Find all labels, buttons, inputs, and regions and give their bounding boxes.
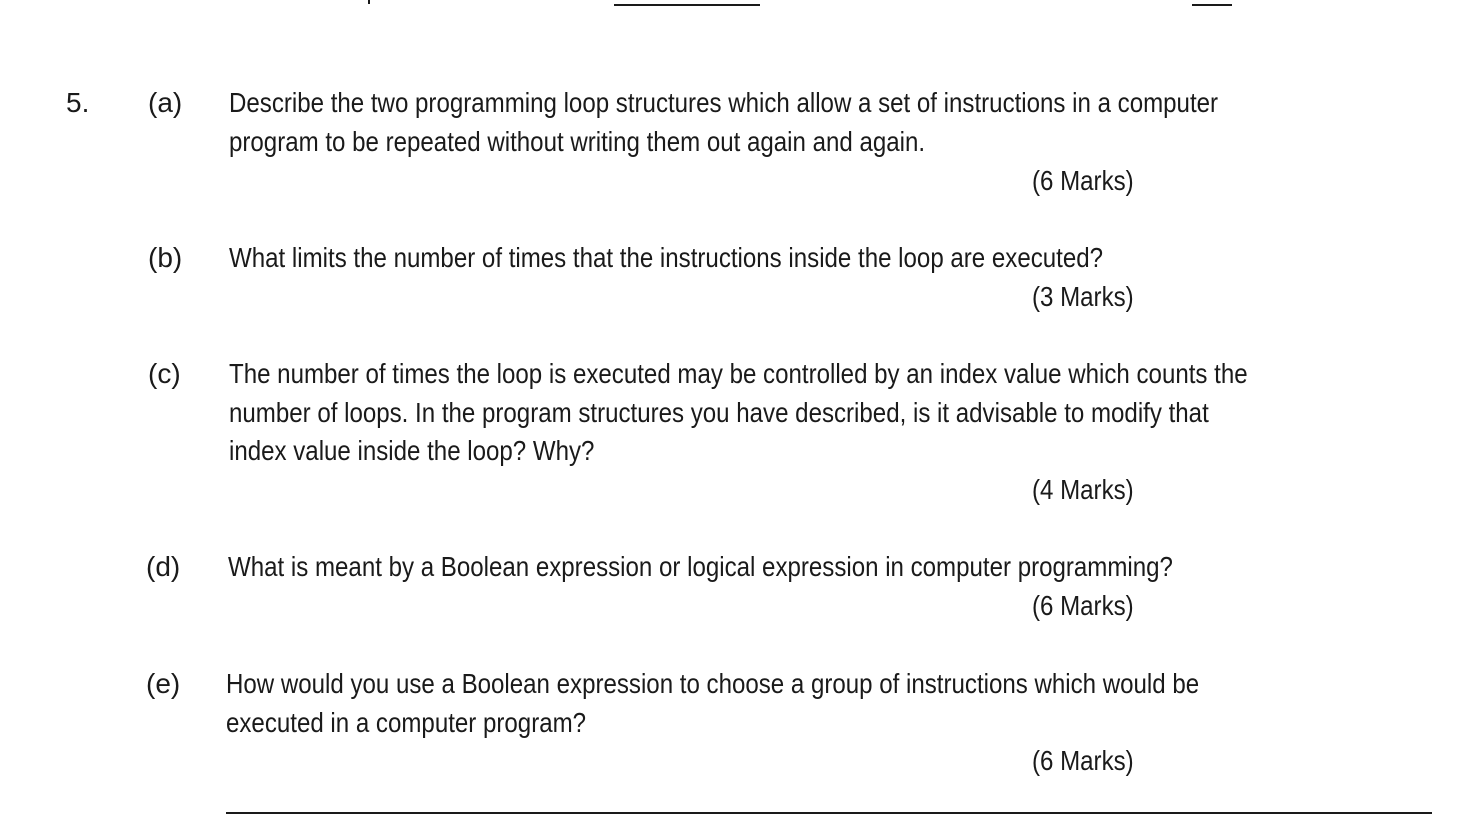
marks-b: (3 Marks) — [1032, 281, 1134, 312]
part-label-a: (a) — [148, 87, 183, 118]
bottom-rule-line — [226, 812, 1432, 814]
part-text-d: What is meant by a Boolean expression or logical expression in computer programming? — [228, 551, 1173, 582]
marks-a: (6 Marks) — [1032, 165, 1134, 196]
top-rule-line-right — [1192, 4, 1232, 6]
part-label-b: (b) — [148, 242, 183, 273]
part-text-e: How would you use a Boolean expression to choose a group of instructions which would be executed in a computer program? — [226, 668, 1200, 738]
top-rule-line-left — [614, 4, 760, 6]
part-text-a: Describe the two programming loop structures which allow a set of instructions in a computer program to be repeated without writing them out again and again. — [229, 87, 1219, 157]
marks-d: (6 Marks) — [1032, 590, 1134, 621]
part-label-d: (d) — [146, 551, 181, 582]
part-text-b: What limits the number of times that the instructions inside the loop are executed? — [229, 242, 1104, 273]
marks-e: (6 Marks) — [1032, 745, 1134, 776]
marks-c: (4 Marks) — [1032, 474, 1134, 505]
part-label-c: (c) — [148, 358, 181, 389]
part-text-c: The number of times the loop is executed may be controlled by an index value which counts the number of loops. In the program structures you have described, is it advisable to modify that index value inside the loop? Why? — [229, 358, 1248, 466]
part-label-e: (e) — [146, 668, 181, 699]
top-tick-mark — [368, 0, 370, 4]
question-number: 5. — [66, 87, 90, 118]
